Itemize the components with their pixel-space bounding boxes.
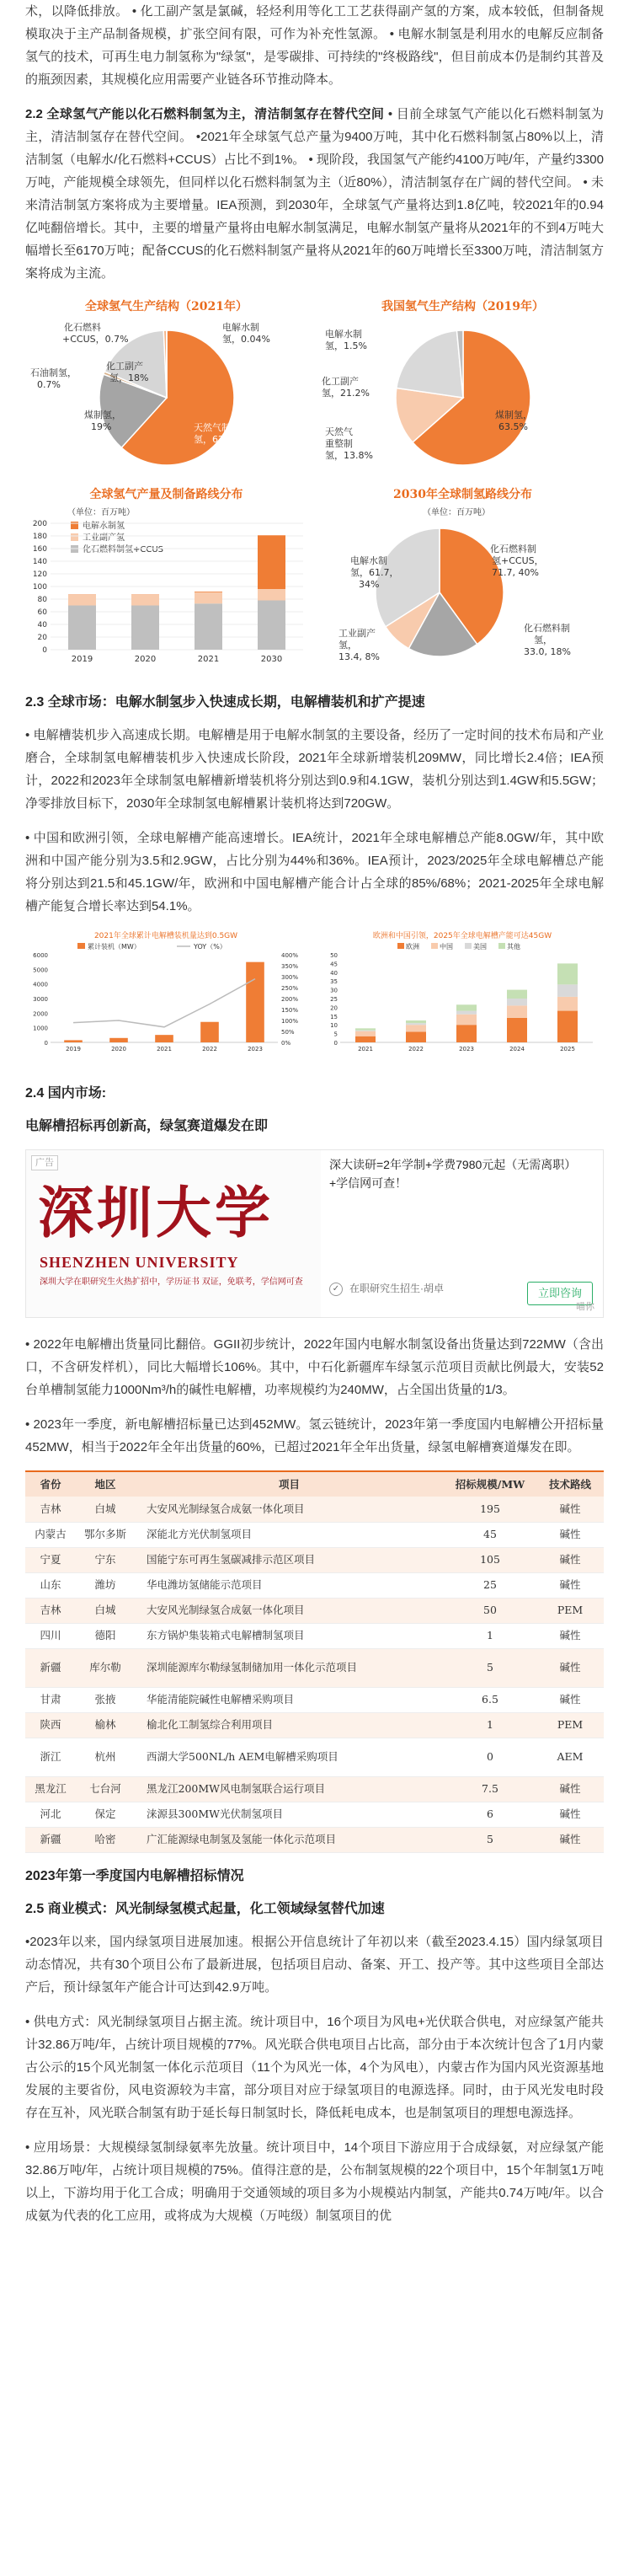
pie-china-slice-2 xyxy=(397,330,463,398)
pie-china-label-elec-2: 氢，1.5% xyxy=(325,340,367,351)
ad-consult-button[interactable]: 立即咨询 xyxy=(527,1282,593,1305)
bar-install-legend-yoy: YOY（%） xyxy=(194,943,227,951)
bar-global-xtick-3: 2030 xyxy=(260,655,283,664)
bar-install-ytick-3: 3000 xyxy=(33,996,48,1003)
pie-global-svg xyxy=(25,317,307,469)
cell-tech: PEM xyxy=(536,1598,604,1623)
bar-global-bar-1-0 xyxy=(68,595,96,606)
bar-install-ytick-2: 2000 xyxy=(33,1010,48,1018)
cell-project: 榆北化工制氢综合利用项目 xyxy=(135,1712,444,1738)
th-scale: 招标规模/MW xyxy=(444,1471,536,1497)
pie-global-label-byproduct-1: 化工副产 xyxy=(106,361,143,372)
bar-capacity-ytick-6: 30 xyxy=(330,987,338,994)
pie-2030-label-elec-3: 34% xyxy=(359,579,380,590)
bar-global-ytick-5: 100 xyxy=(32,583,47,592)
cell-region: 德阳 xyxy=(76,1623,135,1648)
pie-global-label-elec-2: 氢，0.04% xyxy=(222,334,270,345)
section-2-3-paragraph-1: • 电解槽装机步入高速成长期。电解槽是用于电解水制氢的主要设备，经历了一定时间的技术布局和产业磨合，全球制氢电解槽装机步入快速成长阶段，2021年全球新增装机209MW，同比增长2.4倍；IEA预计，2022和2023年全球制氢电解槽新增装机将分别达到0.9和4.1GW，装机分别达到1.4GW和5.5GW；净零排放目标下，2030年全球制氢电解槽累计装机将达到720GW。 xyxy=(25,728,604,811)
bar-install-ytick-6: 6000 xyxy=(33,952,48,959)
pie-global-label-oil-1: 石油制氢， xyxy=(30,367,77,378)
bar-install-xtick-0: 2019 xyxy=(66,1046,81,1052)
bar-install-svg xyxy=(25,929,307,1056)
ad-headline[interactable]: 深大读研=2年学制+学费7980元起（无需离职）+学信网可查！ xyxy=(329,1158,577,1190)
cell-province: 山东 xyxy=(25,1572,76,1598)
section-2-3-paragraph-2: • 中国和欧洲引领，全球电解槽产能高速增长。IEA统计，2021年全球电解槽总产能8.0GW/年，其中欧洲和中国产能分别为3.5和2.9GW，占比分别为44%和36%。IEA预计，2023/2025年全球电解槽总产能将分别达到21.5和45.1GW/年，欧洲和中国电解槽产能合计占全球的85%/68%；2021-2025年全球电解槽产能复合增长率达到54.1%。 xyxy=(25,831,604,913)
bar-capacity-legend-other: 其他 xyxy=(507,943,520,951)
pie-2030-label-elec-1: 电解水制 xyxy=(350,555,387,566)
bar-install-xtick-1: 2020 xyxy=(111,1046,126,1052)
section-2-5-paragraph-1: •2023年以来，国内绿氢项目进展加速。根据公开信息统计了年初以来（截至2023.4.15）国内绿氢项目动态情况，共有30个项目公布了最新进展，包括项目启动、备案、开工、投产等。其中这些项目全部达产后，预计绿氢年产能合计可达到42.9万吨。 xyxy=(25,1934,604,1995)
cell-province: 新疆 xyxy=(25,1648,76,1687)
tender-table-header xyxy=(25,1471,604,1497)
bar-capacity-ytick-8: 40 xyxy=(330,969,338,977)
pie-global-label-elec-1: 电解水制 xyxy=(222,322,259,333)
pie-china-svg xyxy=(322,317,604,469)
pie-2030-label-ccus-3: 71.7, 40% xyxy=(492,567,539,578)
bar-capacity-ytick-5: 25 xyxy=(330,996,338,1003)
cell-tech: 碱性 xyxy=(536,1497,604,1522)
th-province: 省份 xyxy=(25,1471,76,1497)
cell-province: 河北 xyxy=(25,1802,76,1827)
bar-capacity-ytick-3: 15 xyxy=(330,1013,338,1020)
bar-capacity-ytick-4: 20 xyxy=(330,1004,338,1012)
pie-global-title: 全球氢气生产结构（2021年） xyxy=(85,300,248,313)
ad-banner[interactable] xyxy=(25,1149,604,1318)
bar-capacity-ytick-2: 10 xyxy=(330,1022,338,1030)
bar-capacity-xtick-4: 2025 xyxy=(560,1046,575,1052)
cell-scale: 1 xyxy=(444,1712,536,1738)
bar-capacity-chart xyxy=(322,929,604,1063)
bar-global-xtick-1: 2020 xyxy=(134,655,157,664)
bar-capacity-legend-swatch-other xyxy=(498,943,505,949)
cell-scale: 25 xyxy=(444,1572,536,1598)
cell-province: 甘肃 xyxy=(25,1687,76,1712)
cell-project: 大安风光制绿氢合成氨一体化项目 xyxy=(135,1598,444,1623)
pie-2030-label-ccus-2: 氢+CCUS， xyxy=(492,555,544,566)
bar-install-legend-swatch xyxy=(77,943,85,949)
cell-region: 榆林 xyxy=(76,1712,135,1738)
table-row xyxy=(25,1572,604,1598)
bar-capacity-bar-1-2 xyxy=(456,1015,477,1025)
cell-province: 吉林 xyxy=(25,1598,76,1623)
cell-region: 宁东 xyxy=(76,1547,135,1572)
cell-scale: 105 xyxy=(444,1547,536,1572)
bar-global-ytick-0: 0 xyxy=(42,646,47,655)
cell-scale: 0 xyxy=(444,1738,536,1776)
bar-capacity-ytick-1: 5 xyxy=(333,1031,338,1038)
cell-project: 东方锅炉集装箱式电解槽制氢项目 xyxy=(135,1623,444,1648)
cell-project: 深能北方光伏制氢项目 xyxy=(135,1522,444,1547)
bar-global-ytick-1: 20 xyxy=(37,634,47,642)
section-2-2-paragraph xyxy=(25,103,604,285)
bar-global-ytick-6: 120 xyxy=(32,570,47,579)
cell-province: 吉林 xyxy=(25,1497,76,1522)
bar-capacity-xtick-3: 2024 xyxy=(509,1046,525,1052)
table-row xyxy=(25,1776,604,1802)
table-row xyxy=(25,1497,604,1522)
cell-region: 张掖 xyxy=(76,1687,135,1712)
bar-capacity-bar-2-3 xyxy=(507,999,527,1005)
bar-capacity-bar-1-4 xyxy=(557,997,578,1011)
bar-install-rtick-6: 300% xyxy=(281,974,299,981)
pie-china-label-byproduct-1: 化工副产 xyxy=(322,376,359,387)
bar-global-bar-0-0 xyxy=(68,606,96,651)
ad-logo-en: SHENZHEN UNIVERSITY xyxy=(40,1254,239,1271)
th-tech: 技术路线 xyxy=(536,1471,604,1497)
bar-global-chart xyxy=(25,485,307,672)
bar-global-bar-0-2 xyxy=(195,603,222,650)
cell-scale: 6 xyxy=(444,1802,536,1827)
q1-tender-title: 2023年第一季度国内电解槽招标情况 xyxy=(25,1868,244,1883)
pie-2030-chart xyxy=(322,485,604,672)
bar-capacity-bar-0-0 xyxy=(355,1036,376,1042)
bar-global-legend xyxy=(71,520,163,554)
chart-row-routes xyxy=(25,485,604,672)
bar-global-bar-0-3 xyxy=(258,601,285,651)
bar-install-ytick-5: 5000 xyxy=(33,967,48,974)
chart-row-electrolyzer xyxy=(25,929,604,1063)
cell-project: 涞源县300MW光伏制氢项目 xyxy=(135,1802,444,1827)
cell-region: 杭州 xyxy=(76,1738,135,1776)
bar-global-legend-elec: 电解水制氢 xyxy=(83,522,125,531)
pie-china-label-gas-2: 重整制 xyxy=(325,438,353,449)
bar-capacity-xtick-0: 2021 xyxy=(358,1046,373,1052)
bar-global-bar-1-3 xyxy=(258,589,285,601)
th-region: 地区 xyxy=(76,1471,135,1497)
cell-project: 黑龙江200MW风电制氢联合运行项目 xyxy=(135,1776,444,1802)
bar-global-ytick-4: 80 xyxy=(37,596,47,604)
bar-install-chart xyxy=(25,929,307,1063)
pie-global-label-coal-2: 19% xyxy=(91,421,112,432)
cell-scale: 5 xyxy=(444,1648,536,1687)
cell-tech: 碱性 xyxy=(536,1827,604,1852)
cell-project: 大安风光制绿氢合成氨一体化项目 xyxy=(135,1497,444,1522)
bar-install-legend-bar: 累计装机（MW） xyxy=(88,943,141,951)
bar-global-bar-1-1 xyxy=(131,595,159,606)
section-2-4-subtitle: 电解槽招标再创新高，绿氢赛道爆发在即 xyxy=(25,1119,269,1133)
table-row xyxy=(25,1623,604,1648)
cell-tech: 碱性 xyxy=(536,1623,604,1648)
pie-2030-label-byproduct-1: 工业副产 xyxy=(338,628,376,639)
cell-scale: 195 xyxy=(444,1497,536,1522)
bar-capacity-bar-0-4 xyxy=(557,1011,578,1042)
bar-global-bar-2-3 xyxy=(258,535,285,589)
ad-close-link[interactable]: 喵你 xyxy=(576,1302,594,1312)
pie-global-label-gas-2: 氢，62% xyxy=(194,434,233,445)
bar-capacity-bar-1-0 xyxy=(355,1031,376,1036)
cell-project: 深圳能源库尔勒绿氢制储加用一体化示范项目 xyxy=(135,1648,444,1687)
bar-install-ytick-1: 1000 xyxy=(33,1025,48,1032)
bar-capacity-bar-3-0 xyxy=(355,1028,376,1030)
ad-advertiser-icon: ✓ xyxy=(329,1283,343,1296)
pie-2030-unit: （单位：百万吨） xyxy=(423,508,490,517)
bar-capacity-ytick-10: 50 xyxy=(330,952,338,959)
intro-paragraph: 术，以降低排放。 • 化工副产氢是氯碱，轻烃利用等化工工艺获得副产氢的方案，成本较低，但制备规模取决于主产品制备规模，扩张空间有限，可作为补充性氢源。 • 电解水制氢是利用水的电解反应制备氢气的技术，可再生电力制氢称为"绿氢"，是零碳排、可持续的"终极路线"，但目前成本仍是制约其普及的瓶颈因素，其规模化应用需要产业链各环节推动降本。 xyxy=(25,4,604,87)
bar-install-bar-0 xyxy=(64,1040,83,1042)
table-row xyxy=(25,1547,604,1572)
table-row xyxy=(25,1687,604,1712)
bar-capacity-ytick-9: 45 xyxy=(330,961,338,968)
pie-2030-label-fossil-2: 氢， xyxy=(534,635,552,645)
pie-2030-label-byproduct-2: 氢， xyxy=(338,640,357,651)
bar-global-ytick-2: 40 xyxy=(37,621,47,629)
bar-install-bar-3 xyxy=(200,1022,219,1042)
bar-global-title: 全球氢气产量及制备路线分布 xyxy=(89,488,243,501)
bar-capacity-bar-0-3 xyxy=(507,1018,527,1042)
cell-scale: 6.5 xyxy=(444,1687,536,1712)
pie-global-label-oil-2: 0.7% xyxy=(37,379,61,390)
cell-province: 宁夏 xyxy=(25,1547,76,1572)
bar-install-ytick-4: 4000 xyxy=(33,981,48,988)
pie-china-chart xyxy=(322,297,604,476)
bar-capacity-xtick-1: 2022 xyxy=(408,1046,424,1052)
section-2-4-paragraph-2: • 2023年一季度，新电解槽招标量已达到452MW。氢云链统计，2023年第一季度国内电解槽公开招标量452MW，相当于2022年全年出货量的60%，已超过2021年全年出货量，绿氢电解槽赛道爆发在即。 xyxy=(25,1417,604,1454)
bar-capacity-bar-3-3 xyxy=(507,990,527,999)
tender-table xyxy=(25,1470,604,1853)
section-2-5-paragraph-3: • 应用场景：大规模绿氢制绿氨率先放量。统计项目中，14个项目下游应用于合成绿氨，对应绿氢产能32.86万吨/年，占统计项目规模的75%。值得注意的是，公布制氢规模的22个项目中，15个年制氢1万吨以上，下游均用于化工合成；明确用于交通领域的项目多为小规模站内制氢，产能共0.74万吨/年。以合成氨为代表的化工应用，或将成为大规模（万吨级）制氢项目的优 xyxy=(25,2140,604,2223)
bar-capacity-bar-0-2 xyxy=(456,1025,477,1042)
section-2-4-title: 2.4 国内市场: xyxy=(25,1086,107,1101)
pie-global-label-coal-1: 煤制氢， xyxy=(84,410,121,420)
cell-scale: 45 xyxy=(444,1522,536,1547)
cell-tech: 碱性 xyxy=(536,1776,604,1802)
cell-region: 潍坊 xyxy=(76,1572,135,1598)
bar-capacity-legend-eu: 欧洲 xyxy=(406,943,419,951)
pie-china-title: 我国氢气生产结构（2019年） xyxy=(381,300,544,313)
pie-china-label-coal-2: 63.5% xyxy=(498,421,528,432)
bar-capacity-svg xyxy=(322,929,604,1056)
cell-province: 浙江 xyxy=(25,1738,76,1776)
bar-capacity-bar-3-4 xyxy=(557,963,578,984)
table-row xyxy=(25,1712,604,1738)
bar-install-yoy-line xyxy=(73,979,255,1027)
cell-tech: AEM xyxy=(536,1738,604,1776)
ad-advertiser: 在职研究生招生·胡卓 xyxy=(349,1283,444,1294)
cell-scale: 50 xyxy=(444,1598,536,1623)
bar-install-rtick-5: 250% xyxy=(281,985,299,992)
cell-project: 华能清能院碱性电解槽采购项目 xyxy=(135,1687,444,1712)
cell-province: 内蒙古 xyxy=(25,1522,76,1547)
bar-install-rtick-1: 50% xyxy=(281,1029,295,1036)
section-2-2-title: 2.2 全球氢气产能以化石燃料制氢为主，清洁制氢存在替代空间 xyxy=(25,107,385,121)
pie-2030-svg xyxy=(322,505,604,665)
bar-capacity-ytick-7: 35 xyxy=(330,978,338,986)
bar-capacity-legend-cn: 中国 xyxy=(440,943,453,951)
cell-tech: PEM xyxy=(536,1712,604,1738)
cell-tech: 碱性 xyxy=(536,1547,604,1572)
bar-install-bar-1 xyxy=(109,1038,128,1042)
bar-global-unit: （单位：百万吨） xyxy=(67,508,135,517)
bar-install-rtick-3: 150% xyxy=(281,1007,299,1014)
cell-tech: 碱性 xyxy=(536,1648,604,1687)
pie-global-label-byproduct-2: 氢，18% xyxy=(109,372,149,383)
th-project: 项目 xyxy=(135,1471,444,1497)
pie-china-label-elec-1: 电解水制 xyxy=(325,329,362,340)
pie-2030-label-ccus-1: 化石燃料制 xyxy=(490,544,536,554)
cell-region: 库尔勒 xyxy=(76,1648,135,1687)
cell-project: 西湖大学500NL/h AEM电解槽采购项目 xyxy=(135,1738,444,1776)
bar-global-ytick-3: 60 xyxy=(37,608,47,617)
bar-install-rtick-7: 350% xyxy=(281,963,299,970)
bar-install-rtick-0: 0% xyxy=(281,1040,291,1047)
bar-install-xtick-2: 2021 xyxy=(157,1046,172,1052)
bar-install-rtick-8: 400% xyxy=(281,952,299,959)
bar-capacity-bar-3-2 xyxy=(456,1004,477,1010)
section-2-2-body: • 目前全球氢气产能以化石燃料制氢为主，清洁制氢存在替代空间。 •2021年全球氢气总产量为9400万吨，其中化石燃料制氢占80%以上，清洁制氢（电解水/化石燃料+CCUS）占比不到1%。 • 现阶段，我国氢气产能约4100万吨/年，产量约3300万吨，产能规模全球领先，但同样以化石燃料制氢为主（近80%），清洁制氢存在广阔的替代空间。 • 未来清洁制氢方案将成为主要增量。IEA预测，到2030年，全球氢气产量将达到1.8亿吨，较2021年的0.94亿吨翻倍增长。其中，主要的增量产量将由电解水制氢满足，电解水制氢产量将从2021年的不到4万吨大幅增长至6170万吨；配备CCUS的化石燃料制氢产量将从2021年的60万吨增长至3300万吨，清洁制氢方案将成为主流。 xyxy=(25,107,605,281)
bar-install-title: 2021年全球累计电解槽装机量达到0.5GW xyxy=(93,932,238,940)
cell-project: 广汇能源绿电制氢及氢能一体化示范项目 xyxy=(135,1827,444,1852)
bar-capacity-ytick-0: 0 xyxy=(333,1040,338,1047)
bar-capacity-bar-3-1 xyxy=(406,1020,426,1023)
bar-capacity-bar-2-2 xyxy=(456,1011,477,1015)
bar-global-ytick-9: 180 xyxy=(32,533,47,541)
cell-tech: 碱性 xyxy=(536,1687,604,1712)
bar-global-xtick-0: 2019 xyxy=(71,655,93,664)
bar-global-ytick-10: 200 xyxy=(32,520,47,528)
cell-tech: 碱性 xyxy=(536,1522,604,1547)
table-row xyxy=(25,1802,604,1827)
bar-capacity-legend-swatch-cn xyxy=(431,943,438,949)
bar-capacity-legend-us: 美国 xyxy=(473,943,487,951)
cell-region: 白城 xyxy=(76,1497,135,1522)
ad-tag: 广告 xyxy=(31,1155,58,1170)
bar-capacity-bar-0-1 xyxy=(406,1032,426,1042)
cell-tech: 碱性 xyxy=(536,1802,604,1827)
ad-logo-sub: 深圳大学在职研究生火热扩招中，学历证书 双证，免联考，学信网可查 xyxy=(40,1277,303,1287)
bar-global-legend-byproduct: 工业副产氢 xyxy=(83,533,125,543)
bar-capacity-bar-1-3 xyxy=(507,1005,527,1018)
ad-advertiser-row xyxy=(329,1277,444,1300)
cell-province: 新疆 xyxy=(25,1827,76,1852)
bar-install-ytick-0: 0 xyxy=(44,1040,48,1047)
cell-project: 国能宁东可再生氢碳减排示范区项目 xyxy=(135,1547,444,1572)
pie-row-structure xyxy=(25,297,604,476)
bar-global-bar-0-1 xyxy=(131,606,159,651)
ad-content[interactable] xyxy=(321,1150,603,1317)
bar-global-legend-swatch-byproduct xyxy=(71,533,78,541)
cell-scale: 7.5 xyxy=(444,1776,536,1802)
cell-region: 白城 xyxy=(76,1598,135,1623)
pie-global-chart xyxy=(25,297,307,476)
bar-capacity-legend-swatch-us xyxy=(465,943,472,949)
ad-logo-cn: 深圳大学 xyxy=(38,1180,274,1245)
cell-province: 黑龙江 xyxy=(25,1776,76,1802)
pie-2030-label-byproduct-3: 13.4, 8% xyxy=(338,651,380,662)
section-2-5-title: 2.5 商业模式：风光制绿氢模式起量，化工领域绿氢替代加速 xyxy=(25,1901,385,1916)
pie-china-label-byproduct-2: 氢，21.2% xyxy=(322,388,370,399)
bar-global-bar-1-2 xyxy=(195,592,222,604)
pie-global-label-ccus-2: +CCUS，0.7% xyxy=(62,334,129,345)
cell-province: 四川 xyxy=(25,1623,76,1648)
pie-global-label-ccus-1: 化石燃料 xyxy=(64,322,101,333)
section-2-3-title: 2.3 全球市场：电解水制氢步入快速成长期，电解槽装机和扩产提速 xyxy=(25,695,425,710)
bar-global-ytick-7: 140 xyxy=(32,558,47,566)
table-row xyxy=(25,1738,604,1776)
table-row xyxy=(25,1522,604,1547)
cell-province: 陕西 xyxy=(25,1712,76,1738)
bar-install-bar-4 xyxy=(246,962,264,1042)
bar-install-rtick-2: 100% xyxy=(281,1018,299,1025)
pie-china-label-coal-1: 煤制氢， xyxy=(495,410,532,420)
bar-global-xtick-2: 2021 xyxy=(197,655,220,664)
cell-region: 鄂尔多斯 xyxy=(76,1522,135,1547)
cell-scale: 5 xyxy=(444,1827,536,1852)
cell-scale: 1 xyxy=(444,1623,536,1648)
pie-china-label-gas-1: 天然气 xyxy=(325,426,353,437)
cell-tech: 碱性 xyxy=(536,1572,604,1598)
bar-global-legend-fossil: 化石燃料制氢+CCUS xyxy=(83,545,164,554)
cell-project: 华电潍坊氢储能示范项目 xyxy=(135,1572,444,1598)
section-2-5-paragraph-2: • 供电方式：风光制绿氢项目占据主流。统计项目中，16个项目为风电+光伏联合供电，对应绿氢产能共计32.86万吨/年，占统计项目规模的77%。风光联合供电项目占比高，部分由于本次统计包含了1月内蒙古公示的15个风光制氢一体化示范项目（11个为风光一体，4个为风电），内蒙古作为国内风光资源基地发展的主要省份，风电资源较为丰富，部分项目对应于绿氢项目的电源选择。同时，由于风光发电时段存在互补，风光联合制氢有助于延长每日制氢时长，降低耗电成本，也是制氢项目的理想电源选择。 xyxy=(25,2014,604,2120)
pie-2030-label-fossil-1: 化石燃料制 xyxy=(524,623,570,634)
pie-2030-title: 2030年全球制氢路线分布 xyxy=(393,488,532,501)
cell-region: 保定 xyxy=(76,1802,135,1827)
ad-image[interactable] xyxy=(26,1150,321,1317)
section-2-4-paragraph-1: • 2022年电解槽出货量同比翻倍。GGII初步统计，2022年国内电解水制氢设备出货量达到722MW（含出口，不含研发样机），同比大幅增长106%。其中，中石化新疆库车绿氢示范项目贡献比例最大，安装52台单槽制氢能力1000Nm³/h的碱性电解槽，功率规模约为240MW，占全国出货量的1/3。 xyxy=(25,1337,604,1397)
table-row xyxy=(25,1598,604,1623)
bar-install-rtick-4: 200% xyxy=(281,996,299,1003)
bar-capacity-bar-2-1 xyxy=(406,1023,426,1025)
table-row xyxy=(25,1648,604,1687)
cell-region: 七台河 xyxy=(76,1776,135,1802)
pie-2030-label-fossil-3: 33.0, 18% xyxy=(524,646,571,657)
bar-global-ytick-8: 160 xyxy=(32,545,47,554)
pie-global-label-gas-1: 天然气制 xyxy=(194,422,231,433)
pie-2030-label-elec-2: 氢，61.7， xyxy=(350,567,399,578)
bar-capacity-bar-1-1 xyxy=(406,1025,426,1031)
bar-capacity-title: 欧洲和中国引领，2025年全球电解槽产能可达45GW xyxy=(372,932,552,940)
pie-china-label-gas-3: 氢，13.8% xyxy=(325,450,373,461)
bar-global-legend-swatch-elec xyxy=(71,522,78,529)
bar-install-bar-2 xyxy=(155,1035,173,1042)
bar-global-svg xyxy=(25,505,307,665)
cell-region: 哈密 xyxy=(76,1827,135,1852)
table-row xyxy=(25,1827,604,1852)
bar-capacity-legend-swatch-eu xyxy=(397,943,404,949)
bar-capacity-legend xyxy=(397,942,520,951)
bar-install-xtick-3: 2022 xyxy=(202,1046,217,1052)
bar-install-xtick-4: 2023 xyxy=(248,1046,263,1052)
bar-capacity-xtick-2: 2023 xyxy=(459,1046,474,1052)
bar-capacity-bar-2-4 xyxy=(557,984,578,997)
